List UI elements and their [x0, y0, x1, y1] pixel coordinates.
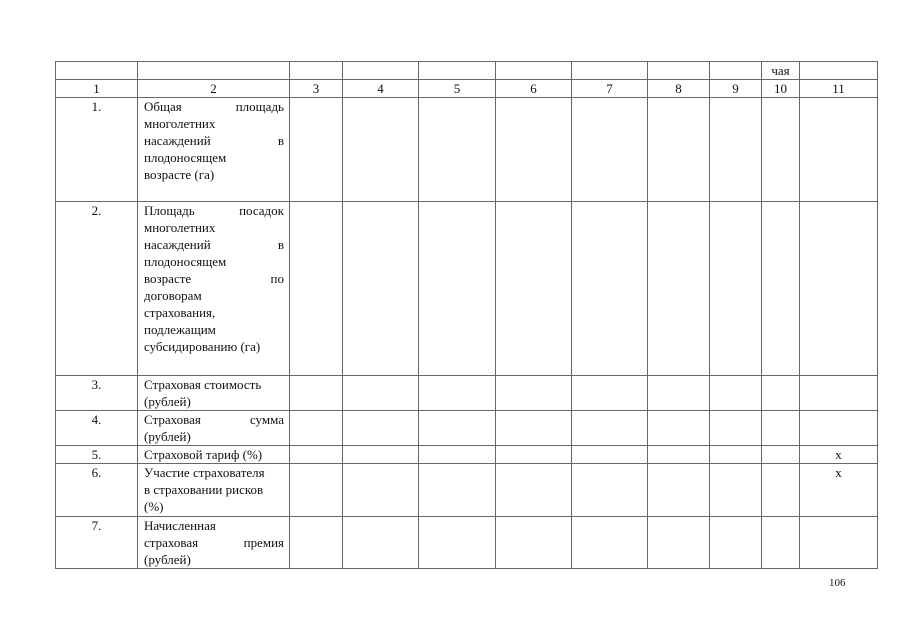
description-line: Участие страхователя [144, 465, 265, 480]
description-line: (рублей) [144, 394, 191, 409]
description-word: Страховая [144, 412, 201, 427]
row-description [138, 411, 290, 446]
description-word: Площадь [144, 203, 195, 218]
empty-cell [343, 517, 419, 569]
column-number: 6 [496, 80, 572, 98]
description-line [144, 98, 284, 115]
description-line: Страховой тариф (%) [144, 447, 263, 462]
description-line: Начисленная [144, 518, 216, 533]
description-line [144, 132, 284, 149]
description-line: субсидированию (га) [144, 339, 261, 354]
description-line [144, 270, 284, 287]
row-number: 6. [56, 464, 138, 517]
description-line: (%) [144, 499, 164, 514]
row-number: 1. [56, 98, 138, 202]
page-number: 106 [829, 577, 846, 589]
empty-cell [290, 517, 343, 569]
empty-cell [648, 411, 710, 446]
table-row [56, 376, 878, 411]
empty-cell [419, 411, 496, 446]
empty-cell [710, 517, 762, 569]
empty-cell [572, 202, 648, 376]
description-line: Страховая стоимость [144, 377, 262, 392]
description-word: в [277, 133, 284, 148]
description-word: сумма [249, 412, 284, 427]
description-word: площадь [235, 99, 284, 114]
column-11-value [800, 202, 878, 376]
description-word: по [270, 271, 284, 286]
empty-cell [496, 376, 572, 411]
column-number: 10 [762, 80, 800, 98]
description-line: подлежащим [144, 322, 216, 337]
description-word: премия [243, 535, 284, 550]
column-number-row [56, 80, 878, 98]
empty-cell [343, 411, 419, 446]
empty-cell [710, 411, 762, 446]
insurance-table [55, 61, 878, 569]
empty-cell [343, 376, 419, 411]
row-number: 2. [56, 202, 138, 376]
empty-cell [496, 98, 572, 202]
table-row [56, 464, 878, 517]
description-line: многолетних [144, 116, 216, 131]
column-number: 1 [56, 80, 138, 98]
empty-cell [343, 464, 419, 517]
empty-cell [572, 98, 648, 202]
column-number: 5 [419, 80, 496, 98]
description-line: плодоносящем [144, 150, 227, 165]
empty-cell [572, 376, 648, 411]
empty-cell [419, 464, 496, 517]
empty-cell [710, 202, 762, 376]
empty-cell [762, 464, 800, 517]
column-11-value: x [800, 446, 878, 464]
description-line: в страховании рисков [144, 482, 264, 497]
empty-cell [343, 446, 419, 464]
row-description [138, 517, 290, 569]
column-number: 8 [648, 80, 710, 98]
description-word: Общая [144, 99, 182, 114]
empty-cell [710, 376, 762, 411]
empty-cell [496, 517, 572, 569]
description-line: (рублей) [144, 429, 191, 444]
empty-cell [419, 202, 496, 376]
row-number: 3. [56, 376, 138, 411]
empty-cell [648, 446, 710, 464]
empty-cell [762, 446, 800, 464]
column-11-value [800, 98, 878, 202]
table-row [56, 446, 878, 464]
table-row [56, 98, 878, 202]
empty-cell [496, 202, 572, 376]
empty-cell [343, 98, 419, 202]
empty-cell [290, 98, 343, 202]
empty-cell [710, 446, 762, 464]
description-word: посадок [239, 203, 284, 218]
description-line: многолетних [144, 220, 216, 235]
table-top-row [56, 62, 878, 80]
row-number: 7. [56, 517, 138, 569]
empty-cell [762, 517, 800, 569]
column-number: 9 [710, 80, 762, 98]
empty-cell [710, 464, 762, 517]
empty-cell [762, 98, 800, 202]
empty-cell [419, 98, 496, 202]
empty-cell [762, 202, 800, 376]
empty-cell [343, 202, 419, 376]
empty-cell [496, 411, 572, 446]
description-line: плодоносящем [144, 254, 227, 269]
empty-cell [496, 464, 572, 517]
row-number: 5. [56, 446, 138, 464]
description-word: насаждений [144, 133, 211, 148]
empty-cell [290, 202, 343, 376]
row-description [138, 446, 290, 464]
empty-cell [290, 376, 343, 411]
description-line: возрасте (га) [144, 167, 215, 182]
column-11-value [800, 517, 878, 569]
column-number: 3 [290, 80, 343, 98]
column-number: 2 [138, 80, 290, 98]
table-row [56, 411, 878, 446]
column-number: 4 [343, 80, 419, 98]
empty-cell [648, 376, 710, 411]
row-description [138, 464, 290, 517]
description-line: страхования, [144, 305, 216, 320]
column-number: 7 [572, 80, 648, 98]
description-line [144, 411, 284, 428]
column-11-value: x [800, 464, 878, 517]
empty-cell [496, 446, 572, 464]
description-line [144, 534, 284, 551]
empty-cell [762, 376, 800, 411]
empty-cell [572, 464, 648, 517]
column-11-value [800, 376, 878, 411]
empty-cell [419, 446, 496, 464]
empty-cell [710, 98, 762, 202]
empty-cell [290, 446, 343, 464]
description-word: в [277, 237, 284, 252]
header-fragment: чая [762, 62, 800, 80]
column-number: 11 [800, 80, 878, 98]
row-description [138, 202, 290, 376]
empty-cell [648, 517, 710, 569]
empty-cell [419, 517, 496, 569]
empty-cell [290, 411, 343, 446]
empty-cell [648, 98, 710, 202]
empty-cell [762, 411, 800, 446]
empty-cell [572, 517, 648, 569]
description-line [144, 236, 284, 253]
empty-cell [648, 202, 710, 376]
row-description [138, 98, 290, 202]
empty-cell [648, 464, 710, 517]
description-line: (рублей) [144, 552, 191, 567]
table-row [56, 517, 878, 569]
empty-cell [572, 446, 648, 464]
empty-cell [419, 376, 496, 411]
description-word: страховая [144, 535, 199, 550]
row-description [138, 376, 290, 411]
description-line [144, 202, 284, 219]
description-line: договорам [144, 288, 202, 303]
table-row [56, 202, 878, 376]
empty-cell [572, 411, 648, 446]
row-number: 4. [56, 411, 138, 446]
description-word: насаждений [144, 237, 211, 252]
empty-cell [290, 464, 343, 517]
column-11-value [800, 411, 878, 446]
description-word: возрасте [144, 271, 192, 286]
